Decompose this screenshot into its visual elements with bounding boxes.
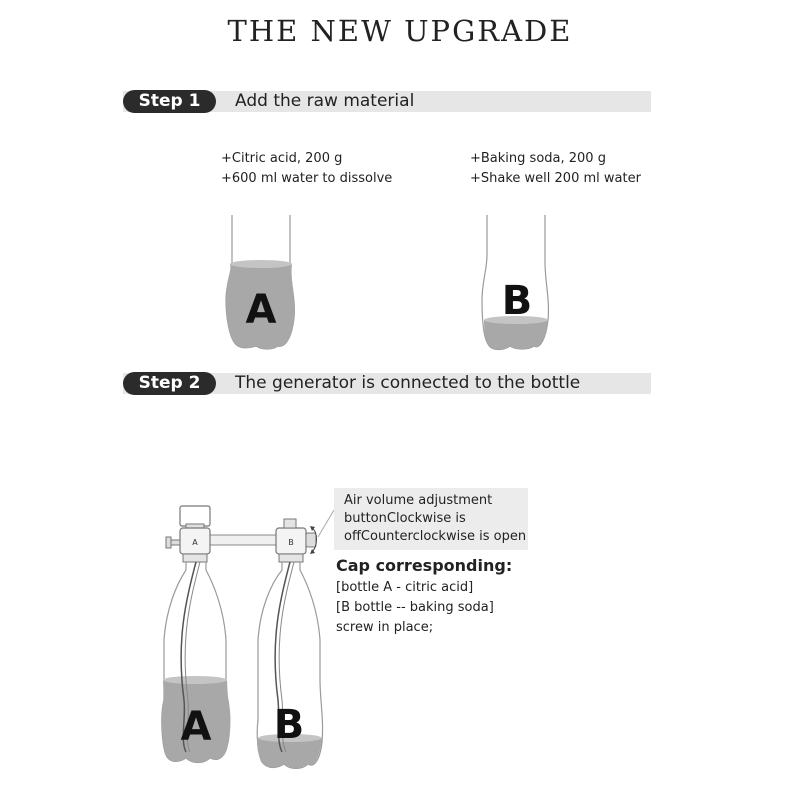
cap-corresponding-lines xyxy=(336,578,494,638)
step2-bottle-a xyxy=(162,562,230,763)
step1-text: Add the raw material xyxy=(235,91,415,111)
page-title: THE NEW UPGRADE xyxy=(227,14,573,48)
callout-line: buttonClockwise is xyxy=(344,511,466,526)
step1-badge: Step 1 xyxy=(123,90,216,113)
step2-badge: Step 2 xyxy=(123,372,216,395)
step2-bottle-b-label: B xyxy=(273,702,305,748)
step2-bottle-a-label: A xyxy=(180,704,212,750)
step1-bottle-b xyxy=(482,215,548,350)
cap-line: [bottle A - citric acid] xyxy=(336,580,474,595)
cap-a-label: A xyxy=(192,538,198,547)
bottle-a-note: +600 ml water to dissolve xyxy=(221,171,393,186)
callout-line: Air volume adjustment xyxy=(344,493,493,508)
pressure-gauge xyxy=(180,506,210,526)
cap-line: screw in place; xyxy=(336,620,434,635)
cap-line: [B bottle -- baking soda] xyxy=(336,600,494,615)
bottle-b-note: +Baking soda, 200 g xyxy=(470,151,606,166)
air-volume-callout xyxy=(334,488,528,550)
step2-text: The generator is connected to the bottle xyxy=(235,373,581,393)
bottle-a-note: +Citric acid, 200 g xyxy=(221,151,343,166)
co2-generator xyxy=(166,506,334,562)
step1-bottle-a xyxy=(226,215,294,349)
cap-b-label: B xyxy=(288,538,294,547)
connecting-tube xyxy=(205,535,285,545)
cap-corresponding-title: Cap corresponding: xyxy=(336,556,513,575)
step1-bottle-a-label: A xyxy=(245,287,277,333)
adjustment-knob xyxy=(306,533,316,547)
step1-bottle-b-label: B xyxy=(501,278,533,324)
step2-bottle-b xyxy=(257,562,323,769)
bottle-b-note: +Shake well 200 ml water xyxy=(470,171,641,186)
callout-line: offCounterclockwise is open xyxy=(344,529,527,544)
